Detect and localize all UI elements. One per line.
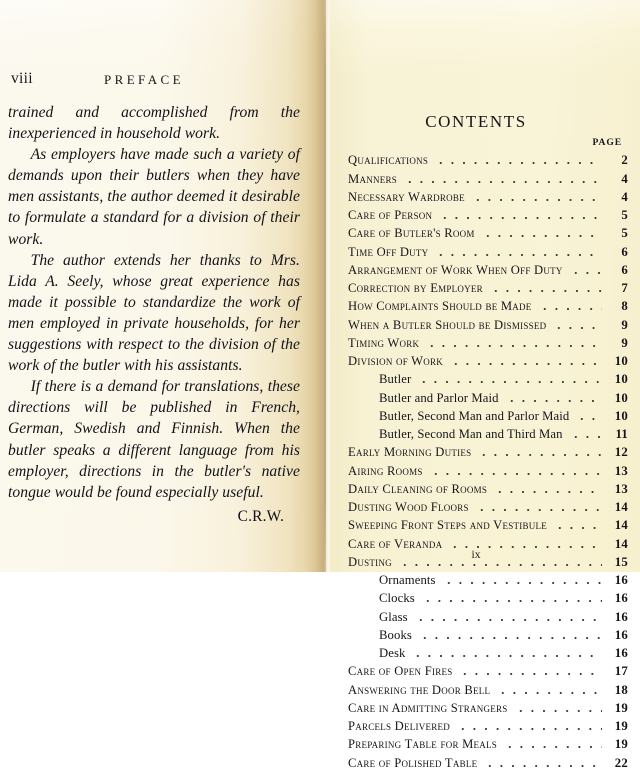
toc-entry-label: Sweeping Front Steps and Vestibule bbox=[348, 518, 547, 533]
toc-leader-dots bbox=[497, 685, 602, 697]
toc-entry-label: Preparing Table for Meals bbox=[348, 737, 498, 752]
toc-leader-dots bbox=[494, 484, 602, 496]
toc-leader-dots bbox=[553, 320, 602, 332]
toc-leader-dots bbox=[418, 374, 602, 386]
toc-entry[interactable] bbox=[348, 679, 628, 697]
toc-leader-dots bbox=[476, 502, 602, 514]
toc-entry-page-number: 4 bbox=[621, 171, 628, 186]
toc-entry-page-number: 16 bbox=[614, 646, 628, 660]
toc-entry-label: Glass bbox=[379, 609, 408, 624]
toc-entry[interactable] bbox=[348, 570, 628, 588]
toc-entry-page-number: 19 bbox=[614, 700, 628, 715]
toc-entry-page-number: 2 bbox=[621, 153, 628, 168]
toc-leader-dots bbox=[576, 411, 602, 423]
toc-entry-label: Parcels Delivered bbox=[348, 719, 450, 733]
toc-entry-label: Division of Work bbox=[348, 354, 444, 368]
toc-entry-page-number: 8 bbox=[621, 299, 628, 314]
toc-leader-dots bbox=[426, 338, 602, 350]
toc-entry[interactable] bbox=[348, 588, 628, 606]
toc-entry-label: Care of Person bbox=[348, 208, 433, 222]
toc-entry-page-number: 14 bbox=[614, 500, 628, 514]
folio-recto: ix bbox=[471, 548, 481, 561]
toc-leader-dots bbox=[472, 192, 602, 204]
toc-leader-dots bbox=[484, 758, 602, 770]
toc-leader-dots bbox=[570, 429, 602, 441]
toc-entry-label: Butler, Second Man and Third Man bbox=[379, 427, 563, 441]
toc-entry[interactable] bbox=[348, 223, 628, 241]
toc-entry[interactable] bbox=[348, 205, 628, 223]
toc-entry-label: Qualifications bbox=[348, 153, 429, 168]
toc-entry-page-number: 6 bbox=[621, 244, 628, 259]
toc-entry-label: Butler bbox=[379, 372, 412, 387]
toc-entry-page-number: 22 bbox=[614, 755, 628, 770]
author-initials: C.R.W. bbox=[237, 507, 284, 525]
toc-entry-label: Arrangement of Work When Off Duty bbox=[348, 262, 563, 277]
toc-entry[interactable] bbox=[348, 260, 628, 278]
toc-entry-page-number: 19 bbox=[614, 719, 628, 733]
toc-entry-page-number: 18 bbox=[614, 682, 628, 697]
toc-entry-label: Airing Rooms bbox=[348, 463, 423, 478]
toc-entry-page-number: 9 bbox=[621, 317, 628, 332]
toc-entry[interactable] bbox=[348, 387, 628, 405]
toc-leader-dots bbox=[515, 703, 603, 715]
toc-entry-label: Time Off Duty bbox=[348, 244, 429, 259]
toc-entry-label: Care of Polished Table bbox=[348, 755, 478, 770]
preface-body bbox=[8, 102, 300, 527]
toc-leader-dots bbox=[490, 283, 602, 295]
toc-entry-page-number: 10 bbox=[614, 372, 628, 387]
toc-entry-label: Dusting bbox=[348, 554, 392, 569]
toc-entry-page-number: 10 bbox=[614, 390, 628, 405]
toc-entry-page-number: 6 bbox=[621, 262, 628, 277]
toc-leader-dots bbox=[443, 575, 602, 587]
toc-entry[interactable] bbox=[348, 351, 628, 369]
toc-leader-dots bbox=[435, 247, 602, 259]
toc-entry[interactable] bbox=[348, 369, 628, 387]
toc-entry-page-number: 9 bbox=[621, 335, 628, 350]
toc-entry-label: Clocks bbox=[379, 591, 415, 606]
toc-entry-page-number: 5 bbox=[621, 226, 628, 241]
toc-leader-dots bbox=[506, 393, 602, 405]
toc-leader-dots bbox=[478, 447, 602, 459]
table-of-contents bbox=[348, 150, 628, 771]
toc-entry-page-number: 12 bbox=[614, 445, 628, 460]
preface-text-block bbox=[8, 70, 300, 527]
toc-entry[interactable] bbox=[348, 168, 628, 186]
toc-entry-label: Care in Admitting Strangers bbox=[348, 700, 508, 715]
toc-entry[interactable] bbox=[348, 752, 628, 770]
toc-entry-page-number: 15 bbox=[614, 554, 628, 569]
toc-entry[interactable] bbox=[348, 716, 628, 734]
toc-entry[interactable] bbox=[348, 515, 628, 533]
toc-entry-label: Care of Butler's Room bbox=[348, 226, 475, 241]
toc-entry-page-number: 10 bbox=[614, 408, 628, 423]
toc-entry-page-number: 7 bbox=[621, 281, 628, 295]
toc-entry-page-number: 14 bbox=[614, 518, 628, 533]
toc-entry-label: Butler and Parlor Maid bbox=[379, 390, 499, 405]
running-head bbox=[8, 70, 300, 92]
toc-entry[interactable] bbox=[348, 479, 628, 497]
folio-verso: viii bbox=[11, 70, 33, 87]
toc-entry-page-number: 5 bbox=[621, 208, 628, 222]
toc-leader-dots bbox=[450, 356, 602, 368]
toc-entry-page-number: 11 bbox=[615, 427, 628, 441]
preface-paragraph: The author extends her thanks to Mrs. Lida A. Seely, whose great experience has made it possible to standardize the work of men employed in private households, for her suggestions with respect to the division of the work of the butler with his assistants. bbox=[8, 251, 300, 375]
toc-entry-page-number: 16 bbox=[614, 573, 628, 587]
preface-paragraph: trained and accomplished from the inexperienced in household work. bbox=[8, 104, 300, 143]
toc-entry[interactable] bbox=[348, 278, 628, 296]
toc-entry-page-number: 13 bbox=[614, 463, 628, 478]
toc-entry-label: Ornaments bbox=[379, 573, 436, 587]
toc-leader-dots bbox=[539, 301, 602, 313]
toc-entry[interactable] bbox=[348, 606, 628, 624]
recto-page bbox=[330, 0, 640, 770]
toc-entry[interactable] bbox=[348, 187, 628, 205]
toc-leader-dots bbox=[504, 739, 602, 751]
toc-leader-dots bbox=[422, 593, 602, 605]
toc-leader-dots bbox=[439, 210, 602, 222]
toc-entry-page-number: 17 bbox=[614, 664, 628, 679]
toc-entry[interactable] bbox=[348, 314, 628, 332]
toc-entry-label: Care of Open Fires bbox=[348, 664, 453, 679]
toc-entry[interactable] bbox=[348, 643, 628, 661]
preface-paragraph: If there is a demand for translations, these directions will be published in French, German, Swedish and Finnish. When the butler speaks a different language from his employer, directions in the butler's native tongue would be found especially useful. bbox=[8, 378, 300, 501]
toc-entry[interactable] bbox=[348, 460, 628, 478]
toc-entry[interactable] bbox=[348, 296, 628, 314]
page-column-header: PAGE bbox=[592, 137, 622, 148]
toc-entry[interactable] bbox=[348, 698, 628, 716]
toc-entry-page-number: 10 bbox=[614, 354, 628, 368]
contents-heading: CONTENTS bbox=[425, 112, 527, 131]
toc-entry-label: Daily Cleaning of Rooms bbox=[348, 481, 488, 496]
toc-entry-label: Timing Work bbox=[348, 335, 420, 350]
toc-entry-label: How Complaints Should be Made bbox=[348, 299, 532, 314]
toc-entry-label: Desk bbox=[379, 646, 406, 660]
toc-entry[interactable] bbox=[348, 625, 628, 643]
toc-entry[interactable] bbox=[348, 150, 628, 168]
toc-leader-dots bbox=[435, 155, 602, 167]
toc-leader-dots bbox=[404, 174, 602, 186]
toc-entry-page-number: 16 bbox=[614, 591, 628, 606]
toc-entry[interactable] bbox=[348, 333, 628, 351]
toc-entry-label: Necessary Wardrobe bbox=[348, 189, 465, 204]
toc-entry[interactable] bbox=[348, 241, 628, 259]
toc-leader-dots bbox=[570, 265, 602, 277]
toc-entry-page-number: 14 bbox=[614, 536, 628, 551]
preface-paragraph: As employers have made such a variety of demands upon their butlers when they have men assistants, the author deemed it desirable to formulate a standard for a division of their work. bbox=[8, 146, 300, 248]
toc-entry-page-number: 4 bbox=[621, 189, 628, 204]
toc-entry[interactable] bbox=[348, 442, 628, 460]
toc-entry[interactable] bbox=[348, 661, 628, 679]
toc-entry-page-number: 13 bbox=[614, 481, 628, 496]
toc-entry[interactable] bbox=[348, 734, 628, 752]
toc-leader-dots bbox=[459, 666, 602, 678]
toc-leader-dots bbox=[457, 721, 602, 733]
toc-entry-label: Butler, Second Man and Parlor Maid bbox=[379, 408, 570, 423]
toc-leader-dots bbox=[554, 520, 602, 532]
toc-entry-label: Dusting Wood Floors bbox=[348, 500, 469, 514]
toc-entry-page-number: 16 bbox=[614, 627, 628, 642]
toc-entry-label: Correction by Employer bbox=[348, 281, 483, 295]
toc-leader-dots bbox=[412, 648, 602, 660]
gutter-seam bbox=[324, 0, 326, 572]
toc-leader-dots bbox=[482, 228, 602, 240]
toc-entry[interactable] bbox=[348, 497, 628, 515]
toc-entry[interactable] bbox=[348, 406, 628, 424]
toc-entry-label: When a Butler Should be Dismissed bbox=[348, 317, 547, 332]
toc-entry-page-number: 16 bbox=[614, 609, 628, 624]
toc-entry-label: Manners bbox=[348, 171, 397, 186]
toc-entry-label: Answering the Door Bell bbox=[348, 682, 491, 697]
toc-leader-dots bbox=[430, 466, 602, 478]
running-head-title: PREFACE bbox=[104, 72, 184, 87]
toc-entry-label: Books bbox=[379, 627, 412, 642]
toc-entry[interactable] bbox=[348, 424, 628, 442]
verso-page bbox=[0, 0, 326, 572]
toc-entry-label: Care of Veranda bbox=[348, 536, 443, 551]
toc-leader-dots bbox=[415, 612, 602, 624]
toc-entry-page-number: 19 bbox=[614, 737, 628, 752]
toc-entry-label: Early Morning Duties bbox=[348, 445, 472, 460]
